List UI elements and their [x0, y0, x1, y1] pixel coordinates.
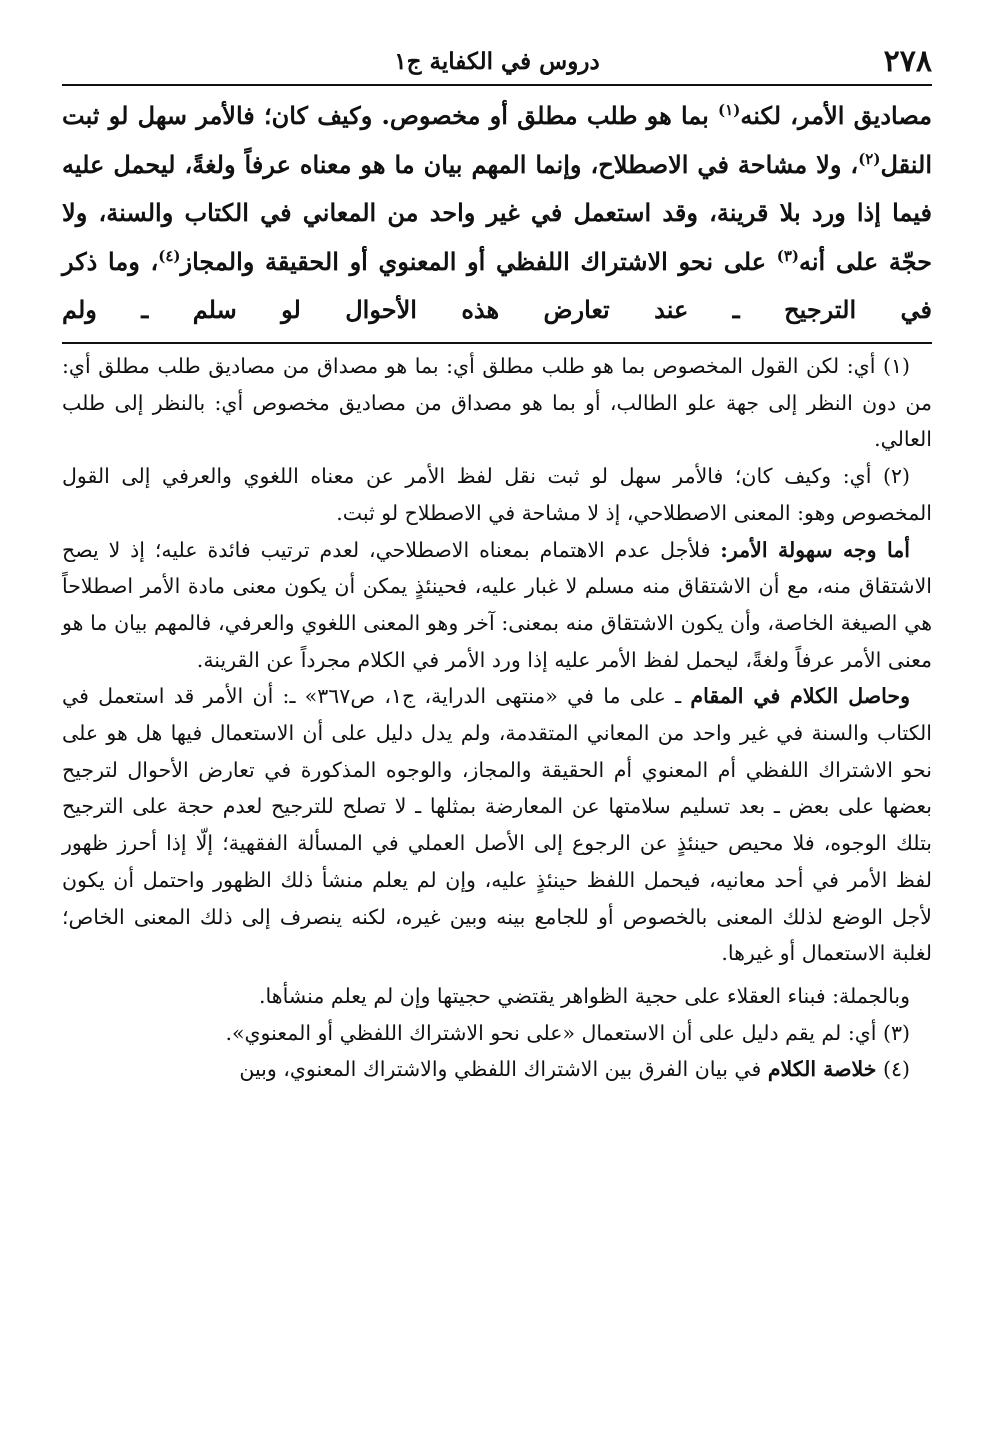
footnote-ref-3: (٣)	[776, 246, 799, 265]
footnote-3: (٣) أي: لم يقم دليل على أن الاستعمال «على نحو الاشتراك اللفظي أو المعنوي».	[225, 1020, 910, 1045]
footnote-4: (٤) خلاصة الكلام في بيان الفرق بين الاشتراك اللفظي والاشتراك المعنوي، وبين	[239, 1057, 910, 1082]
footnote-2-p3-heading: وحاصل الكلام في المقام	[690, 684, 910, 709]
footnote-ref-2: (٢)	[858, 149, 881, 168]
footnote-2: (٢) أي: وكيف كان؛ فالأمر سهل لو ثبت نقل لفظ الأمر عن معناه اللغوي والعرفي إلى القول المخصوص وهو: المعنى الاصطلاحي، إذ لا مشاحة في الاصطلاح لو ثبت.	[62, 464, 932, 525]
page-header	[62, 34, 932, 86]
footnote-2-paragraph-3: وحاصل الكلام في المقام ـ على ما في «منتهى الدراية، ج١، ص٣٦٧» ـ: أن الأمر قد استعمل في الكتاب والسنة في غير واحد من المعاني المتقدمة، ولم يدل دليل على أن الاستعمال فيها هل هو على نحو الاشتراك اللفظي أم المعنوي أم الحقيقة والمجاز، والوجوه المذكورة في تعارض الأحوال لترجيح بعضها على بعض ـ بعد تسليم سلامتها عن المعارضة بمثلها ـ لا تصلح للترجيح لعدم حجة على الترجيح بتلك الوجوه، فلا محيص حينئذٍ عن الرجوع إلى الأصل العملي في المسألة الفقهية؛ إلّا إذا أحرز ظهور لفظ الأمر في أحد معانيه، فيحمل اللفظ حينئذٍ عليه، وإن لم يعلم منشأ ذلك الظهور واحتمل أن يكون لأجل الوضع لذلك المعنى بالخصوص أو للجامع بينه وبين غيره، لكنه ينصرف إلى ذلك المعنى الخاص؛ لغلبة الاستعمال أو غيرها.	[62, 684, 932, 966]
footnote-ref-4: (٤)	[158, 246, 181, 265]
running-title: دروس في الكفاية ج١	[394, 48, 600, 75]
footnote-4-heading: خلاصة الكلام	[767, 1057, 877, 1082]
page-number: ٢٧٨	[883, 44, 932, 79]
footnote-2-p2-heading: أما وجه سهولة الأمر:	[720, 537, 910, 562]
header-rule	[62, 84, 932, 86]
main-text	[62, 92, 932, 335]
footnote-ref-1: (١)	[718, 101, 741, 119]
footnote-separator	[62, 342, 932, 344]
main-text-line-5: الحقيقة والمجاز$^{(٤)}$، وما ذكر في الترجيح ـ عند تعارض هذه الأحوال لو سلم ـ ولم	[62, 246, 932, 325]
footnote-2-paragraph-2: أما وجه سهولة الأمر: فلأجل عدم الاهتمام بمعناه الاصطلاحي، لعدم ترتيب فائدة عليه؛ إذ لا يصح الاشتقاق منه، مع أن الاشتقاق منه مسلم لا غبار عليه، فحينئذٍ يمكن أن يكون معنى مادة الأمر اصطلاحاً هي الصيغة الخاصة، وأن يكون الاشتقاق منه بمعنى: آخر وهو المعنى اللغوي والعرفي، فالمهم بيان ما هو معنى الأمر عرفاً ولغةً، ليحمل لفظ الأمر عليه إذا ورد الأمر في الكلام مجرداً عن القرينة.	[62, 537, 932, 672]
footnotes	[62, 348, 932, 1088]
main-text-line-2: لو ثبت النقل$^{(٢)}$، ولا مشاحة في الاصطلاح، وإنما المهم بيان ما هو معناه عرفاً ولغةً،	[62, 101, 933, 179]
main-text-line-3: ليحمل عليه فيما إذا ورد بلا قرينة، وقد استعمل في غير واحد من المعاني في	[62, 149, 932, 228]
footnote-1: (١) أي: لكن القول المخصوص بما هو طلب مطلق أي: بما هو مصداق من مصاديق طلب مطلق أي: من دون النظر إلى جهة علو الطالب، أو بما هو مصداق من مصاديق مخصوص أي: بالنظر إلى طلب العالي.	[62, 354, 932, 452]
main-text-line-1: مصاديق الأمر، لكنه$^{(١)}$ بما هو طلب مطلق أو مخصوص. وكيف كان؛ فالأمر سهل	[137, 101, 932, 130]
main-text-line-4: الكتاب والسنة، ولا حجّة على أنه$^{(٣)}$ على نحو الاشتراك اللفظي أو المعنوي أو	[62, 198, 933, 276]
footnote-2-paragraph-4: وبالجملة: فبناء العقلاء على حجية الظواهر يقتضي حجيتها وإن لم يعلم منشأها.	[259, 983, 910, 1008]
